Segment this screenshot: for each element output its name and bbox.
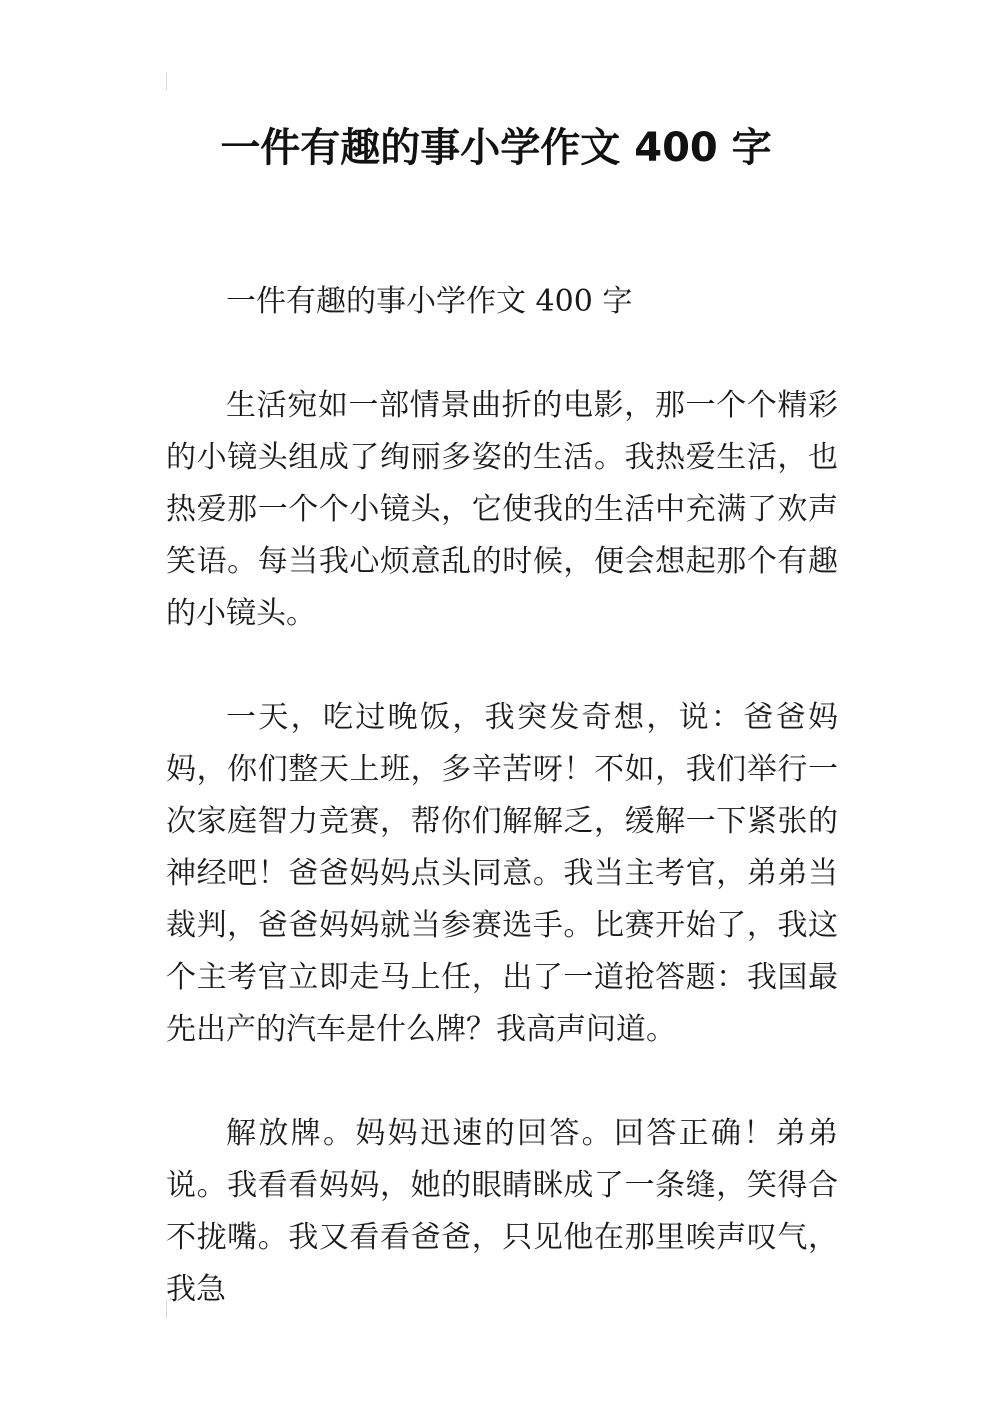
page-title: 一件有趣的事小学作文 400 字: [220, 125, 772, 171]
paragraph-1: 生活宛如一部情景曲折的电影，那一个个精彩的小镜头组成了绚丽多姿的生活。我热爱生活，也热爱那一个个小镜头，它使我的生活中充满了欢声笑语。每当我心烦意乱的时候，便会想起那个有趣的小镜头。: [166, 388, 838, 631]
paragraph-2: 一天，吃过晚饭，我突发奇想，说：爸爸妈妈，你们整天上班，多辛苦呀！不如，我们举行一次家庭智力竞赛，帮你们解解乏，缓解一下紧张的神经吧！爸爸妈妈点头同意。我当主考官，弟弟当裁判，爸爸妈妈就当参赛选手。比赛开始了，我这个主考官立即走马上任，出了一道抢答题：我国最先出产的汽车是什么牌？我高声问道。: [166, 700, 838, 1047]
document-subtitle: 一件有趣的事小学作文 400 字: [226, 284, 633, 319]
page-corner-mark-top: [166, 72, 167, 90]
paragraph-3: 解放牌。妈妈迅速的回答。回答正确！弟弟说。我看看妈妈，她的眼睛眯成了一条缝，笑得合不拢嘴。我又看看爸爸，只见他在那里唉声叹气，我急: [166, 1116, 838, 1307]
document-body: [166, 276, 838, 1368]
